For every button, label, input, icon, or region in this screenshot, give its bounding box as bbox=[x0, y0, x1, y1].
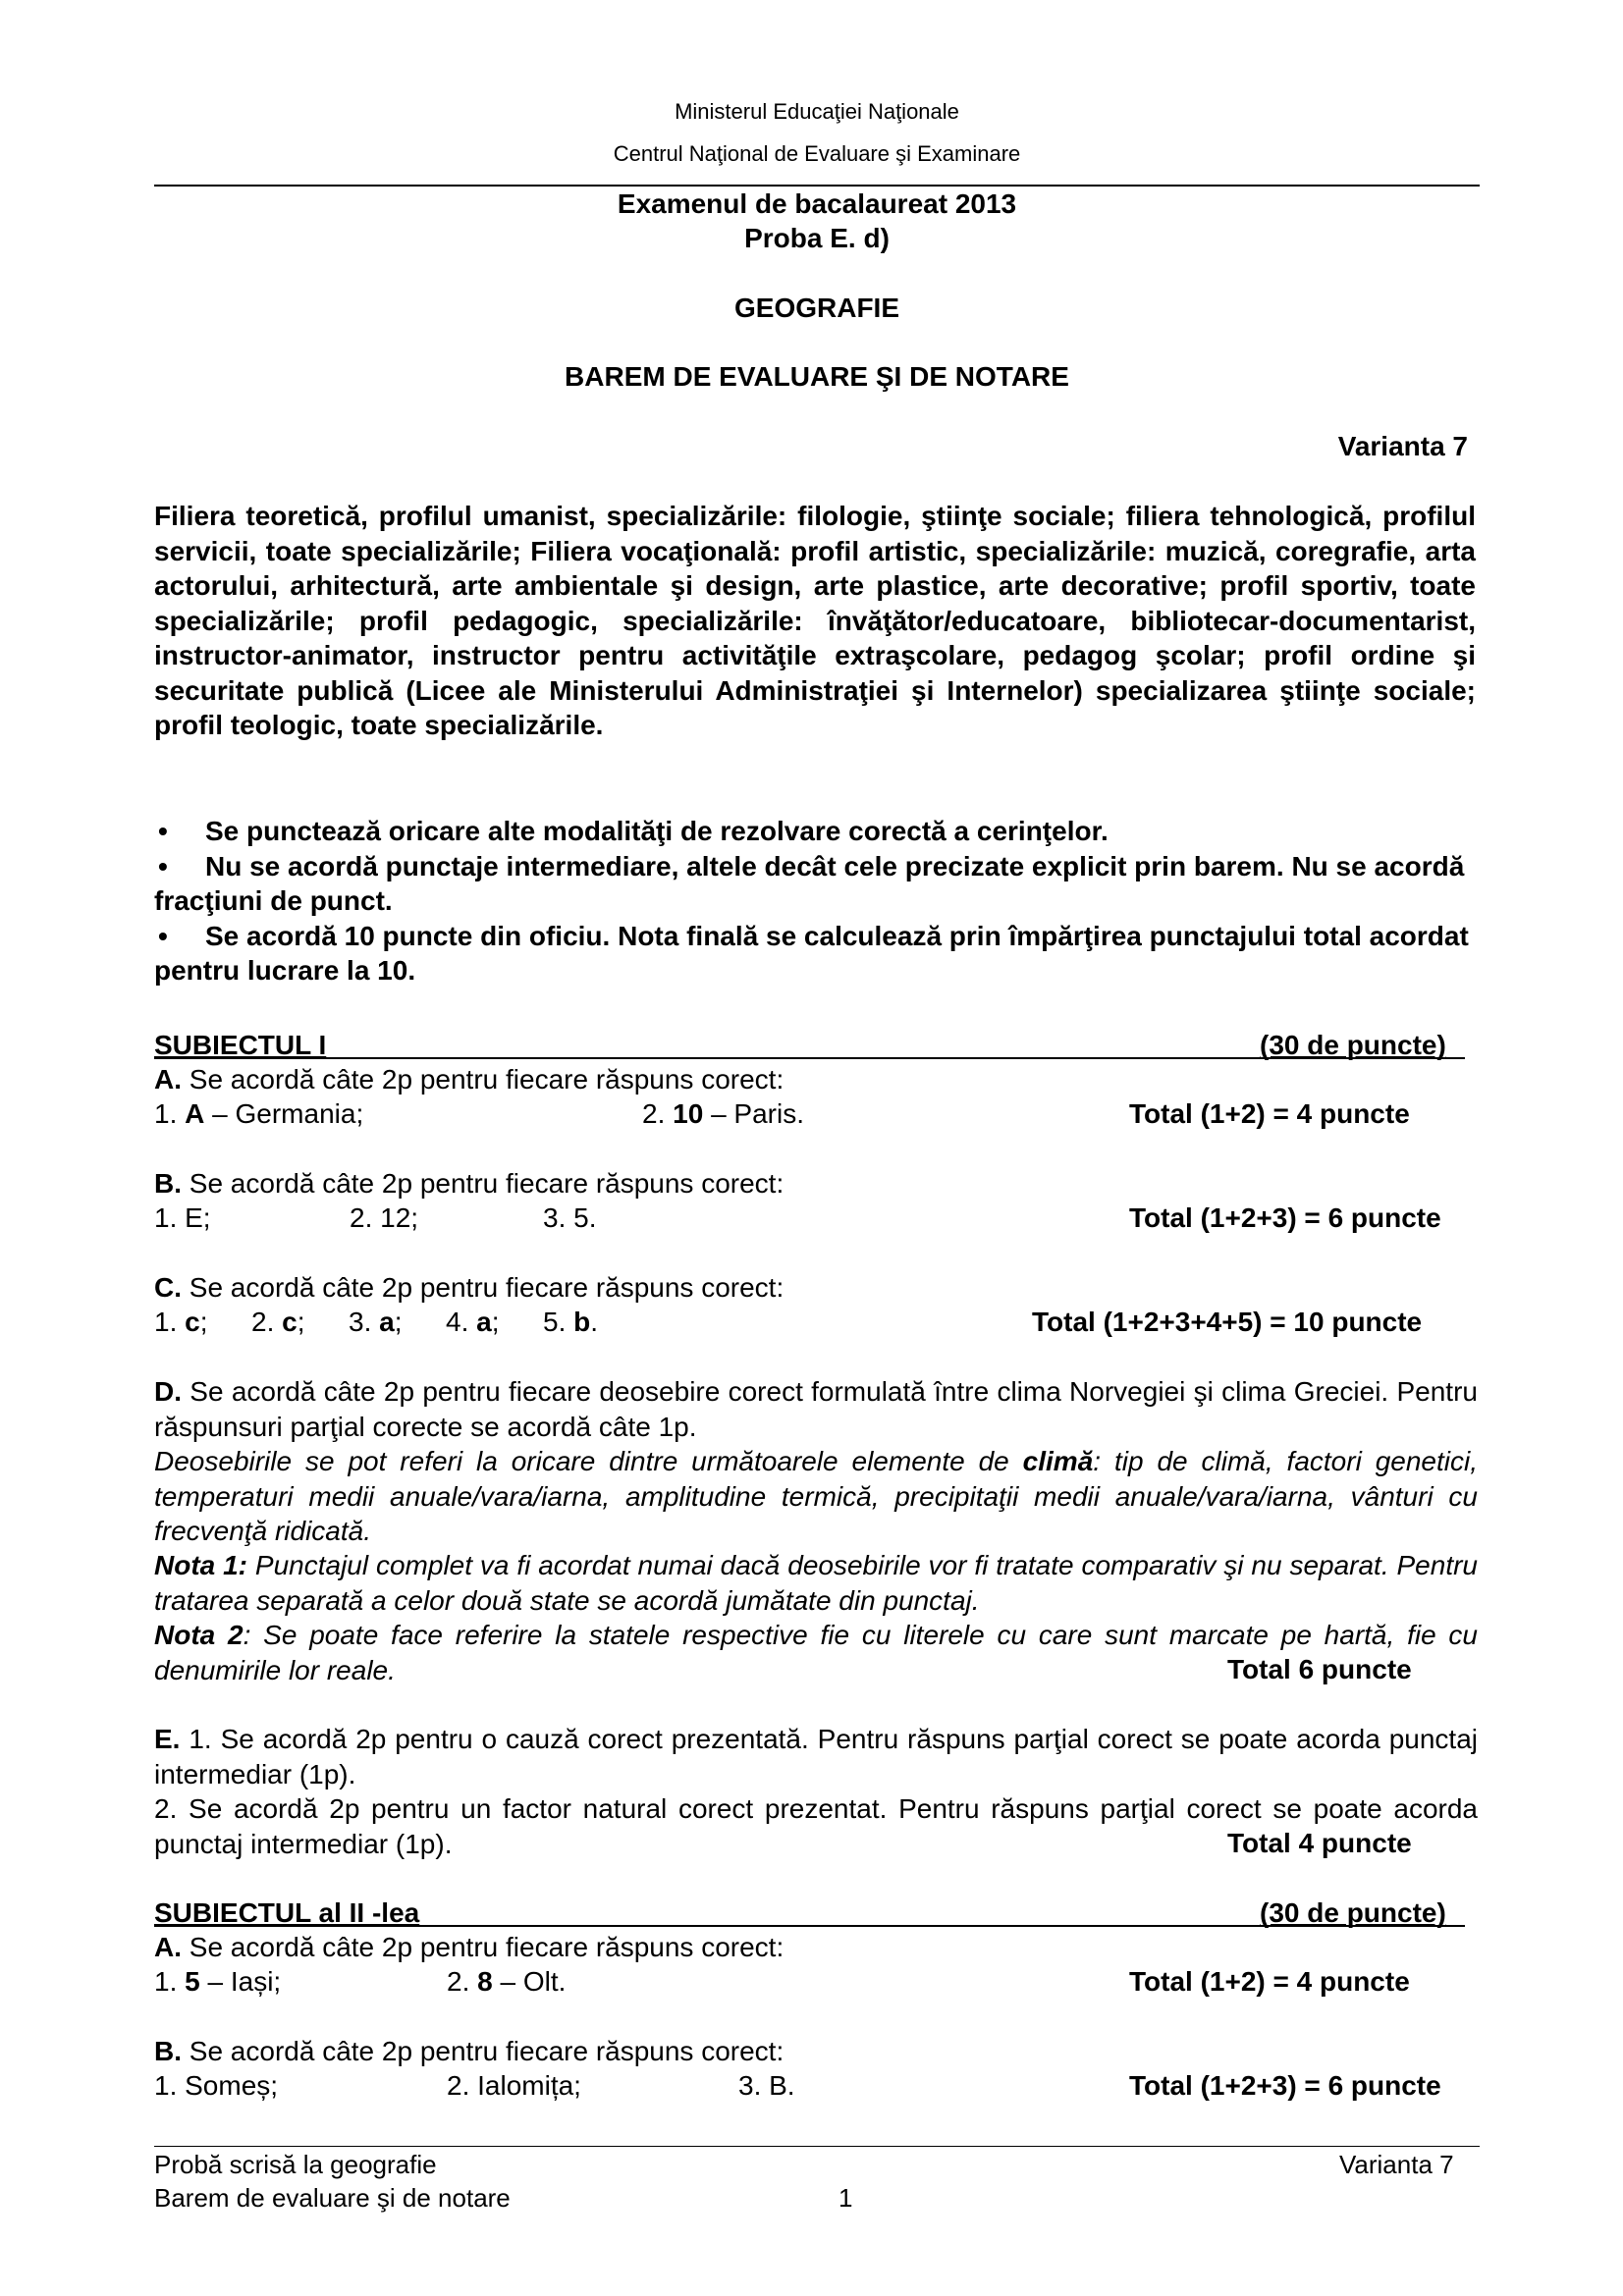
subject-title: GEOGRAFIE bbox=[733, 293, 899, 323]
s1-c-answer-2: 2. c; bbox=[251, 1307, 305, 1337]
s1-d-nota-2: Nota 2: Se poate face referire la statele respective fie cu literele cu care sunt marcate pe hartă, fie cu denumirile lor reale. bbox=[154, 1620, 1479, 1685]
subiect1-points: (30 de puncte) bbox=[1260, 1030, 1446, 1060]
s1-a-answer-2: 2. 10 – Paris. bbox=[642, 1098, 804, 1129]
s1-b-instruction: B. Se acordă câte 2p pentru fiecare răspuns corect: bbox=[154, 1168, 784, 1199]
s1-c-instruction: C. Se acordă câte 2p pentru fiecare răspuns corect: bbox=[154, 1272, 784, 1303]
barem-title: BAREM DE EVALUARE ŞI DE NOTARE bbox=[565, 361, 1069, 392]
bullet-icon: • bbox=[158, 920, 168, 951]
variant-label: Varianta 7 bbox=[1337, 431, 1468, 461]
bullet-icon: • bbox=[158, 816, 168, 846]
s1-d-elements: Deosebirile se pot referi la oricare dintre următoarele elemente de climă: tip de climă, factori genetici, temperaturi medii anuale/vara/iarna, amplitudine termică, precipitaţii medii anuale/vara/iarna, vânturi cu frecvenţă ridicată. bbox=[154, 1446, 1479, 1546]
s2-b-instruction: B. Se acordă câte 2p pentru fiecare răspuns corect: bbox=[154, 2036, 784, 2066]
footer-barem: Barem de evaluare şi de notare bbox=[154, 2183, 511, 2213]
s1-c-answer-4: 4. a; bbox=[446, 1307, 500, 1337]
footer-variant: Varianta 7 bbox=[1339, 2150, 1454, 2179]
proba-title: Proba E. d) bbox=[744, 223, 890, 253]
s1-b-total: Total (1+2+3) = 6 puncte bbox=[1129, 1202, 1441, 1233]
s1-c-total: Total (1+2+3+4+5) = 10 puncte bbox=[1032, 1307, 1423, 1337]
s2-a-instruction: A. Se acordă câte 2p pentru fiecare răspuns corect: bbox=[154, 1932, 784, 1962]
s2-a-answer-2: 2. 8 – Olt. bbox=[447, 1966, 567, 1997]
s1-c-answer-5: 5. b. bbox=[543, 1307, 599, 1337]
s2-b-answer-1: 1. Someș; bbox=[154, 2070, 279, 2101]
rule-item: • Nu se acordă punctaje intermediare, altele decât cele precizate explicit prin barem. Nu se acordă fracţiuni de punct. bbox=[154, 850, 1465, 916]
s1-b-answer-3: 3. 5. bbox=[543, 1202, 597, 1233]
rule-item: • Se punctează oricare alte modalităţi de rezolvare corectă a cerinţelor. bbox=[154, 814, 1476, 849]
footer-rule bbox=[154, 2146, 1480, 2147]
subiect2-heading: SUBIECTUL al II -lea bbox=[154, 1897, 420, 1928]
intro-paragraph: Filiera teoretică, profilul umanist, specializările: filologie, ştiinţe sociale; filiera tehnologică, profilul servicii, toate specializările; Filiera vocaţională: profil artistic, specializările: muzică, coregrafie, arta actorului, arhitectură, arte ambientale şi design, arte plastice, arte decorative; profil sportiv, toate specializările; profil pedagogic, specializările: învăţător/educatoare, bibliotecar-documentarist, instructor-animator, instructor pentru activităţile extraşcolare, pedagog şcolar; profil ordine şi securitate publică (Licee ale Ministerului Administraţiei şi Internelor) specializarea ştiinţe sociale; profil teologic, toate specializările. bbox=[154, 501, 1476, 740]
s2-b-total: Total (1+2+3) = 6 puncte bbox=[1129, 2070, 1441, 2101]
s1-d-total: Total 6 puncte bbox=[1227, 1654, 1412, 1684]
page-number: 1 bbox=[839, 2183, 853, 2213]
s2-b-answer-3: 3. B. bbox=[738, 2070, 795, 2101]
rule-item: • Se acordă 10 puncte din oficiu. Nota finală se calculează prin împărţirea punctajului total acordat pentru lucrare la 10. bbox=[154, 920, 1469, 986]
s2-a-total: Total (1+2) = 4 puncte bbox=[1129, 1966, 1410, 1997]
s1-d-nota-1: Nota 1: Punctajul complet va fi acordat numai dacă deosebirile vor fi tratate comparativ şi nu separat. Pentru tratarea separată a celor două state se acordă jumătate din punctaj. bbox=[154, 1550, 1478, 1616]
evaluation-center-name: Centrul Naţional de Evaluare şi Examinare bbox=[613, 141, 1021, 166]
s1-b-answer-1: 1. E; bbox=[154, 1202, 211, 1233]
subiect1-rule bbox=[154, 1057, 1465, 1059]
s1-c-answer-3: 3. a; bbox=[349, 1307, 403, 1337]
s1-a-instruction: A. Se acordă câte 2p pentru fiecare răspuns corect: bbox=[154, 1064, 784, 1095]
exam-title: Examenul de bacalaureat 2013 bbox=[617, 188, 1017, 219]
subiect2-rule bbox=[154, 1925, 1465, 1927]
s1-c-answer-1: 1. c; bbox=[154, 1307, 208, 1337]
rules-list bbox=[154, 814, 1476, 988]
subiect2-points: (30 de puncte) bbox=[1260, 1897, 1446, 1928]
footer-exam-type: Probă scrisă la geografie bbox=[154, 2150, 437, 2179]
s2-a-answer-1: 1. 5 – Iași; bbox=[154, 1966, 282, 1997]
ministry-name: Ministerul Educaţiei Naţionale bbox=[675, 99, 959, 124]
s1-e-item-2: 2. Se acordă 2p pentru un factor natural corect prezentat. Pentru răspuns parţial corect se poate acorda punctaj intermediar (1p). bbox=[154, 1793, 1478, 1859]
s1-a-answer-1: 1. A – Germania; bbox=[154, 1098, 364, 1129]
s1-d-instruction: D. Se acordă câte 2p pentru fiecare deosebire corect formulată între clima Norvegiei şi clima Greciei. Pentru răspunsuri parţial corecte se acordă câte 1p. bbox=[154, 1376, 1478, 1442]
s1-b-answer-2: 2. 12; bbox=[350, 1202, 419, 1233]
s2-b-answer-2: 2. Ialomița; bbox=[447, 2070, 581, 2101]
s1-e-item-1: E. 1. Se acordă 2p pentru o cauză corect prezentată. Pentru răspuns parţial corect se poate acorda punctaj intermediar (1p). bbox=[154, 1724, 1478, 1789]
s1-e-total: Total 4 puncte bbox=[1227, 1828, 1412, 1858]
subiect1-heading: SUBIECTUL I bbox=[154, 1030, 327, 1060]
bullet-icon: • bbox=[158, 850, 168, 881]
s1-a-total: Total (1+2) = 4 puncte bbox=[1129, 1098, 1410, 1129]
